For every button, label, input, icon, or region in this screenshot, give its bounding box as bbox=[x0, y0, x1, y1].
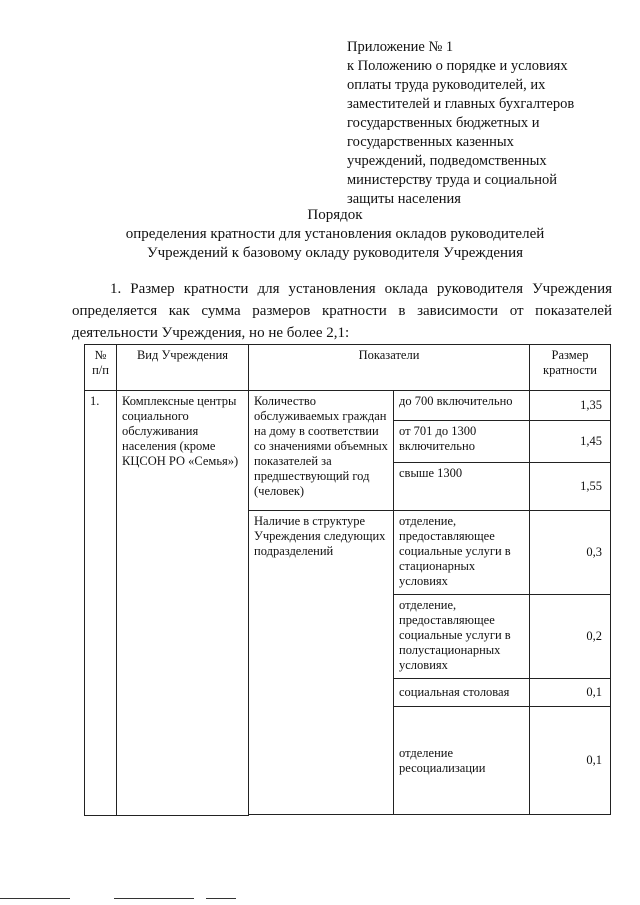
multiplier-value: 0,3 bbox=[530, 511, 611, 595]
indicator-item: от 701 до 1300 включительно bbox=[394, 421, 530, 463]
table-row bbox=[85, 391, 611, 421]
title-line: определения кратности для установления окладов руководителей bbox=[125, 226, 545, 242]
intro-paragraph bbox=[72, 278, 612, 344]
appendix-line: государственных казенных bbox=[347, 134, 514, 150]
indicator-item: до 700 включительно bbox=[394, 391, 530, 421]
multiplier-value: 1,45 bbox=[530, 421, 611, 463]
indicator-group-2: Наличие в структуре Учреждения следующих подразделений bbox=[249, 511, 394, 815]
header-indicators: Показатели bbox=[249, 345, 530, 391]
multiplier-value: 0,1 bbox=[530, 679, 611, 707]
appendix-line: учреждений, подведомственных bbox=[347, 153, 547, 169]
multiplier-value: 0,1 bbox=[530, 707, 611, 815]
appendix-line: заместителей и главных бухгалтеров bbox=[347, 96, 575, 112]
appendix-line: государственных бюджетных и bbox=[347, 115, 540, 131]
table-header-row bbox=[85, 345, 611, 391]
indicator-item: отделение ресоциализации bbox=[394, 707, 530, 815]
paragraph-line: деятельности Учреждения, но не более 2,1: bbox=[72, 325, 350, 341]
indicator-item: свыше 1300 bbox=[394, 463, 530, 511]
appendix-header bbox=[347, 38, 607, 209]
indicator-item: отделение, предоставляющее социальные услуги в стационарных условиях bbox=[394, 511, 530, 595]
paragraph-line: определяется как сумма размеров кратности в зависимости от показателей bbox=[72, 303, 612, 319]
row-number: 1. bbox=[85, 391, 117, 816]
paragraph-line: 1. Размер кратности для установления оклада руководителя Учреждения bbox=[110, 281, 612, 297]
appendix-line: Приложение № 1 bbox=[347, 39, 454, 55]
header-type: Вид Учреждения bbox=[117, 345, 249, 391]
indicator-group-1: Количество обслуживаемых граждан на дому в соответствии со значениями объемных показателей за предшествующий год (человек) bbox=[249, 391, 394, 511]
indicator-item: отделение, предоставляющее социальные услуги в полустационарных условиях bbox=[394, 595, 530, 679]
page-edge-line bbox=[0, 898, 70, 899]
header-num: № п/п bbox=[85, 345, 117, 391]
indicator-item: социальная столовая bbox=[394, 679, 530, 707]
appendix-line: защиты населения bbox=[347, 191, 461, 207]
page-edge-line bbox=[206, 898, 236, 899]
multiplier-value: 1,35 bbox=[530, 391, 611, 421]
multiplier-value: 0,2 bbox=[530, 595, 611, 679]
multiplier-value: 1,55 bbox=[530, 463, 611, 511]
header-size: Размер кратности bbox=[530, 345, 611, 391]
institution-type: Комплексные центры социального обслуживания населения (кроме КЦСОН РО «Семья») bbox=[117, 391, 249, 816]
page-edge-line bbox=[114, 898, 194, 899]
spacer-cell bbox=[249, 815, 611, 816]
title-line: Порядок bbox=[307, 207, 363, 223]
appendix-line: оплаты труда руководителей, их bbox=[347, 77, 546, 93]
appendix-line: министерству труда и социальной bbox=[347, 172, 558, 188]
title-line: Учреждений к базовому окладу руководителя Учреждения bbox=[146, 245, 524, 261]
document-title bbox=[60, 206, 610, 263]
multiplier-table bbox=[84, 344, 611, 816]
appendix-line: к Положению о порядке и условиях bbox=[347, 58, 568, 74]
